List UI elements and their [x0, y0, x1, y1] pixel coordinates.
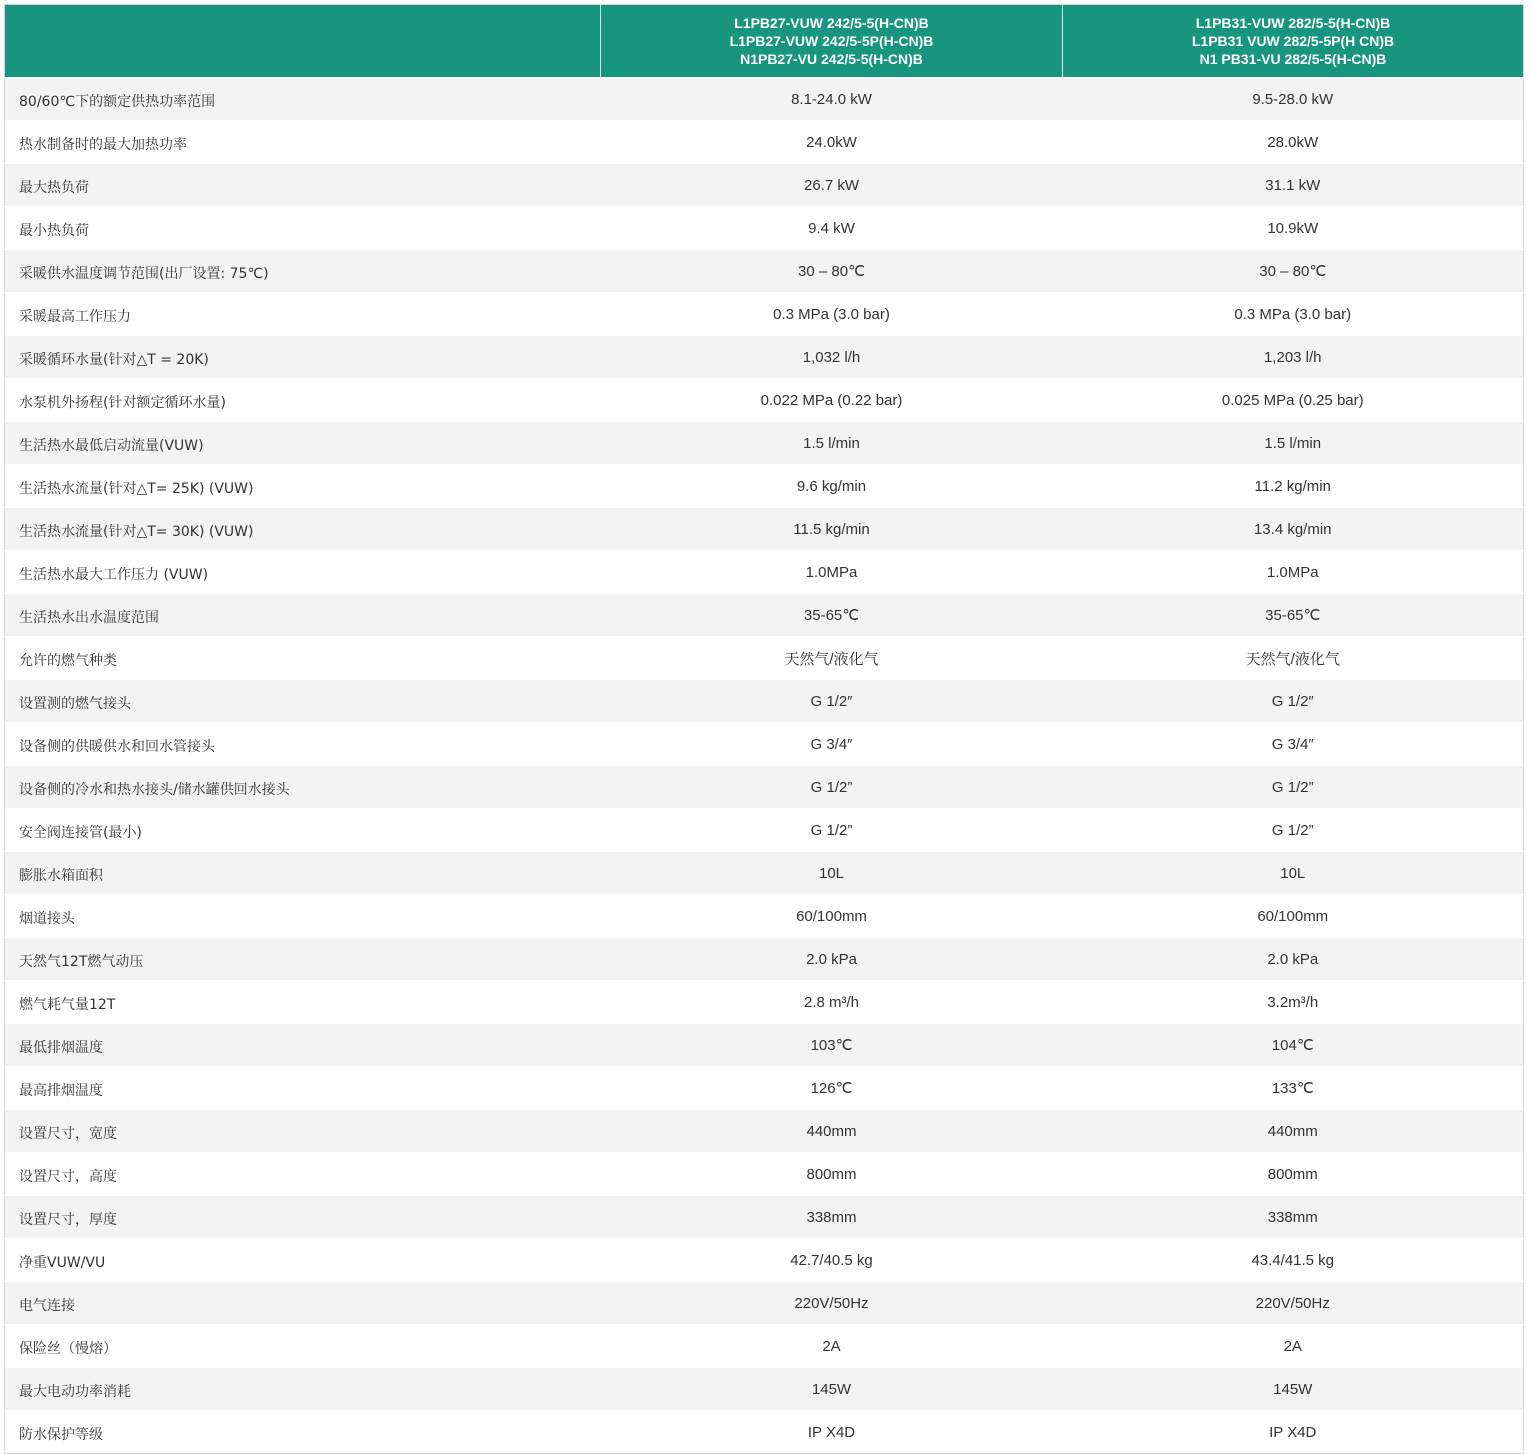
spec-value-model-2: 31.1 kW — [1063, 164, 1524, 207]
spec-value-model-1: 60/100mm — [601, 895, 1063, 938]
spec-value-model-1: 9.6 kg/min — [601, 465, 1063, 508]
spec-label: 设置尺寸，高度 — [5, 1153, 601, 1196]
spec-label: 安全阀连接管(最小) — [5, 809, 601, 852]
table-row — [5, 336, 1524, 379]
table-row — [5, 164, 1524, 207]
header-row — [5, 5, 1524, 78]
spec-label: 烟道接头 — [5, 895, 601, 938]
table-row — [5, 78, 1524, 121]
spec-value-model-2: 1,203 l/h — [1063, 336, 1524, 379]
spec-value-model-1: 1.0MPa — [601, 551, 1063, 594]
spec-value-model-1: 2.8 m³/h — [601, 981, 1063, 1024]
spec-value-model-1: 440mm — [601, 1110, 1063, 1153]
header-model-name: L1PB31 VUW 282/5-5P(H CN)B — [1191, 33, 1395, 49]
spec-value-model-2: 13.4 kg/min — [1063, 508, 1524, 551]
spec-value-model-2: 104℃ — [1063, 1024, 1524, 1067]
spec-value-model-1: 1.5 l/min — [601, 422, 1063, 465]
spec-label: 允许的燃气种类 — [5, 637, 601, 680]
table-row — [5, 1325, 1524, 1368]
spec-label: 最高排烟温度 — [5, 1067, 601, 1110]
spec-value-model-1: 30 – 80℃ — [601, 250, 1063, 293]
table-row — [5, 508, 1524, 551]
spec-label: 80/60℃下的额定供热功率范围 — [5, 78, 601, 121]
spec-label: 最小热负荷 — [5, 207, 601, 250]
spec-value-model-1: 24.0kW — [601, 121, 1063, 164]
table-row — [5, 465, 1524, 508]
spec-value-model-2: 30 – 80℃ — [1063, 250, 1524, 293]
spec-value-model-2: IP X4D — [1063, 1411, 1524, 1454]
table-row — [5, 1368, 1524, 1411]
spec-value-model-2: G 1/2″ — [1063, 680, 1524, 723]
spec-value-model-2: 9.5-28.0 kW — [1063, 78, 1524, 121]
spec-value-model-1: 42.7/40.5 kg — [601, 1239, 1063, 1282]
spec-value-model-2: 220V/50Hz — [1063, 1282, 1524, 1325]
spec-value-model-2: 43.4/41.5 kg — [1063, 1239, 1524, 1282]
table-row — [5, 938, 1524, 981]
table-row — [5, 852, 1524, 895]
spec-label: 水泵机外扬程(针对额定循环水量) — [5, 379, 601, 422]
spec-label: 热水制备时的最大加热功率 — [5, 121, 601, 164]
spec-value-model-1: 2A — [601, 1325, 1063, 1368]
spec-label: 膨胀水箱面积 — [5, 852, 601, 895]
spec-value-model-1: 8.1-24.0 kW — [601, 78, 1063, 121]
spec-value-model-1: 10L — [601, 852, 1063, 895]
spec-value-model-1: 26.7 kW — [601, 164, 1063, 207]
spec-value-model-2: 0.025 MPa (0.25 bar) — [1063, 379, 1524, 422]
spec-value-model-2: 338mm — [1063, 1196, 1524, 1239]
table-row — [5, 121, 1524, 164]
spec-label: 生活热水流量(针对△T= 25K) (VUW) — [5, 465, 601, 508]
table-row — [5, 1196, 1524, 1239]
table-row — [5, 981, 1524, 1024]
spec-value-model-1: 126℃ — [601, 1067, 1063, 1110]
spec-value-model-2: 3.2m³/h — [1063, 981, 1524, 1024]
header-model-name: N1PB27-VU 242/5-5(H-CN)B — [740, 51, 923, 67]
spec-value-model-2: 35-65℃ — [1063, 594, 1524, 637]
table-body — [5, 78, 1524, 1454]
spec-value-model-1: 145W — [601, 1368, 1063, 1411]
spec-value-model-2: 133℃ — [1063, 1067, 1524, 1110]
spec-value-model-2: 60/100mm — [1063, 895, 1524, 938]
spec-label: 最大热负荷 — [5, 164, 601, 207]
header-model-group-1 — [601, 5, 1063, 78]
spec-label: 燃气耗气量12T — [5, 981, 601, 1024]
spec-value-model-1: 1,032 l/h — [601, 336, 1063, 379]
spec-value-model-1: 2.0 kPa — [601, 938, 1063, 981]
spec-value-model-1: G 3/4″ — [601, 723, 1063, 766]
spec-value-model-2: 2A — [1063, 1325, 1524, 1368]
table-row — [5, 250, 1524, 293]
spec-value-model-2: 10.9kW — [1063, 207, 1524, 250]
spec-label: 生活热水流量(针对△T= 30K) (VUW) — [5, 508, 601, 551]
spec-value-model-1: G 1/2” — [601, 809, 1063, 852]
table-row — [5, 1411, 1524, 1454]
spec-label: 设备侧的供暖供水和回水管接头 — [5, 723, 601, 766]
spec-table — [4, 4, 1524, 1454]
table-row — [5, 1153, 1524, 1196]
spec-value-model-1: 35-65℃ — [601, 594, 1063, 637]
spec-value-model-2: G 3/4″ — [1063, 723, 1524, 766]
spec-value-model-1: 9.4 kW — [601, 207, 1063, 250]
table-row — [5, 1067, 1524, 1110]
table-row — [5, 766, 1524, 809]
spec-value-model-2: G 1/2” — [1063, 809, 1524, 852]
table-header — [5, 5, 1524, 78]
spec-label: 采暖供水温度调节范围(出厂设置: 75℃) — [5, 250, 601, 293]
spec-label: 天然气12T燃气动压 — [5, 938, 601, 981]
table-row — [5, 293, 1524, 336]
spec-value-model-1: 338mm — [601, 1196, 1063, 1239]
spec-value-model-2: 145W — [1063, 1368, 1524, 1411]
spec-value-model-2: 0.3 MPa (3.0 bar) — [1063, 293, 1524, 336]
header-model-name: N1 PB31-VU 282/5-5(H-CN)B — [1199, 51, 1387, 67]
spec-value-model-2: 800mm — [1063, 1153, 1524, 1196]
spec-value-model-1: 11.5 kg/min — [601, 508, 1063, 551]
spec-value-model-1: 0.022 MPa (0.22 bar) — [601, 379, 1063, 422]
spec-value-model-1: 800mm — [601, 1153, 1063, 1196]
table-row — [5, 207, 1524, 250]
spec-label: 采暖循环水量(针对△T = 20K) — [5, 336, 601, 379]
spec-value-model-2: 440mm — [1063, 1110, 1524, 1153]
table-row — [5, 594, 1524, 637]
spec-label: 设置尺寸，宽度 — [5, 1110, 601, 1153]
table-row — [5, 809, 1524, 852]
spec-label: 防水保护等级 — [5, 1411, 601, 1454]
spec-label: 最大电动功率消耗 — [5, 1368, 601, 1411]
spec-value-model-1: 220V/50Hz — [601, 1282, 1063, 1325]
header-model-name: L1PB31-VUW 282/5-5(H-CN)B — [1195, 15, 1391, 31]
table-row — [5, 723, 1524, 766]
spec-value-model-2: 天然气/液化气 — [1063, 637, 1524, 680]
spec-value-model-1: G 1/2″ — [601, 680, 1063, 723]
spec-value-model-1: IP X4D — [601, 1411, 1063, 1454]
table-row — [5, 680, 1524, 723]
header-label-cell — [5, 5, 601, 78]
spec-value-model-1: 0.3 MPa (3.0 bar) — [601, 293, 1063, 336]
spec-label: 生活热水出水温度范围 — [5, 594, 601, 637]
table-row — [5, 551, 1524, 594]
spec-value-model-2: 11.2 kg/min — [1063, 465, 1524, 508]
spec-label: 设置尺寸，厚度 — [5, 1196, 601, 1239]
table-row — [5, 379, 1524, 422]
spec-value-model-2: 1.5 l/min — [1063, 422, 1524, 465]
spec-label: 设备侧的冷水和热水接头/储水罐供回水接头 — [5, 766, 601, 809]
spec-label: 生活热水最低启动流量(VUW) — [5, 422, 601, 465]
table-row — [5, 1024, 1524, 1067]
spec-label: 生活热水最大工作压力 (VUW) — [5, 551, 601, 594]
spec-value-model-2: 10L — [1063, 852, 1524, 895]
spec-label: 采暖最高工作压力 — [5, 293, 601, 336]
spec-label: 设置测的燃气接头 — [5, 680, 601, 723]
spec-label: 最低排烟温度 — [5, 1024, 601, 1067]
table-row — [5, 1239, 1524, 1282]
table-row — [5, 895, 1524, 938]
spec-label: 电气连接 — [5, 1282, 601, 1325]
table-row — [5, 1110, 1524, 1153]
spec-value-model-2: G 1/2” — [1063, 766, 1524, 809]
table-row — [5, 422, 1524, 465]
spec-value-model-1: G 1/2” — [601, 766, 1063, 809]
spec-label: 净重VUW/VU — [5, 1239, 601, 1282]
header-model-name: L1PB27-VUW 242/5-5(H-CN)B — [734, 15, 929, 31]
header-model-name: L1PB27-VUW 242/5-5P(H-CN)B — [729, 33, 934, 49]
table-row — [5, 1282, 1524, 1325]
table-row — [5, 637, 1524, 680]
spec-value-model-1: 天然气/液化气 — [601, 637, 1063, 680]
spec-value-model-2: 1.0MPa — [1063, 551, 1524, 594]
spec-label: 保险丝（慢熔） — [5, 1325, 601, 1368]
spec-value-model-2: 2.0 kPa — [1063, 938, 1524, 981]
spec-value-model-1: 103℃ — [601, 1024, 1063, 1067]
header-model-group-2 — [1063, 5, 1524, 78]
spec-value-model-2: 28.0kW — [1063, 121, 1524, 164]
